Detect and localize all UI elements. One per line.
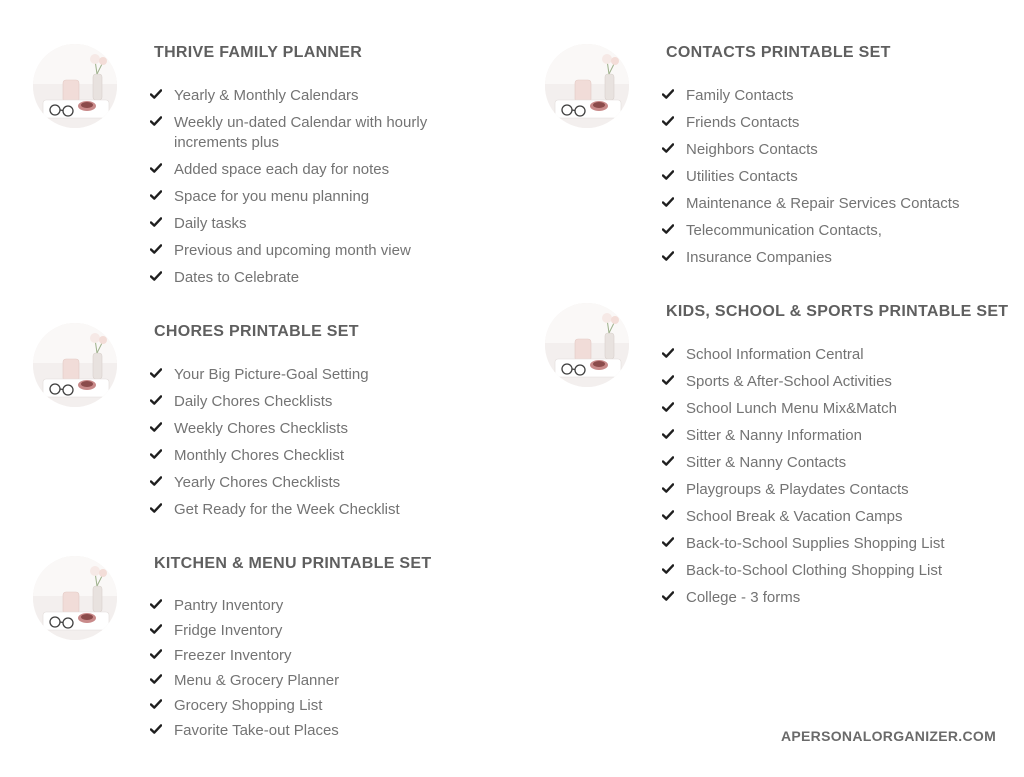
checkmark-icon xyxy=(150,449,162,459)
desk-photo-icon xyxy=(33,323,117,407)
list-item xyxy=(149,86,479,106)
checklist xyxy=(149,596,479,746)
list-item xyxy=(149,646,479,666)
list-item xyxy=(661,113,1001,133)
list-item xyxy=(149,392,479,412)
checkmark-icon xyxy=(150,190,162,200)
checkmark-icon xyxy=(662,429,674,439)
list-item xyxy=(149,696,479,716)
list-item-label: Favorite Take-out Places xyxy=(174,722,339,739)
list-item xyxy=(661,248,1001,268)
list-item-label: Daily tasks xyxy=(174,215,247,232)
section-title: CHORES PRINTABLE SET xyxy=(154,323,359,340)
checkmark-icon xyxy=(150,649,162,659)
checkmark-icon xyxy=(662,591,674,601)
list-item xyxy=(149,621,479,641)
checkmark-icon xyxy=(150,503,162,513)
checkmark-icon xyxy=(662,375,674,385)
list-item-label: Yearly Chores Checklists xyxy=(174,474,341,491)
list-item xyxy=(149,500,479,520)
list-item xyxy=(661,86,1001,106)
list-item-label: Fridge Inventory xyxy=(174,622,283,639)
list-item-label: School Information Central xyxy=(686,346,864,363)
list-item xyxy=(149,187,479,207)
checklist xyxy=(661,86,1001,275)
list-item-label: Friends Contacts xyxy=(686,114,800,131)
checkmark-icon xyxy=(150,699,162,709)
list-item-label: School Break & Vacation Camps xyxy=(686,508,903,525)
list-item xyxy=(149,214,479,234)
list-item-label: Your Big Picture-Goal Setting xyxy=(174,366,369,383)
section-title: CONTACTS PRINTABLE SET xyxy=(666,44,891,61)
checkmark-icon xyxy=(662,537,674,547)
list-item-label: Weekly un-dated Calendar with hourly increments plus xyxy=(174,114,428,151)
list-item xyxy=(149,446,479,466)
list-item-label: Back-to-School Supplies Shopping List xyxy=(686,535,945,552)
checklist xyxy=(661,345,1001,615)
checklist xyxy=(149,365,479,527)
checkmark-icon xyxy=(150,624,162,634)
list-item xyxy=(661,561,1001,581)
checkmark-icon xyxy=(662,348,674,358)
list-item-label: Pantry Inventory xyxy=(174,597,284,614)
list-item-label: Maintenance & Repair Services Contacts xyxy=(686,195,960,212)
list-item xyxy=(149,419,479,439)
list-item xyxy=(661,221,1001,241)
checkmark-icon xyxy=(150,599,162,609)
checkmark-icon xyxy=(150,476,162,486)
desk-photo-icon xyxy=(545,303,629,387)
list-item xyxy=(661,194,1001,214)
list-item-label: Monthly Chores Checklist xyxy=(174,447,345,464)
list-item xyxy=(661,507,1001,527)
list-item xyxy=(661,167,1001,187)
list-item-label: Back-to-School Clothing Shopping List xyxy=(686,562,942,579)
desk-photo-icon xyxy=(33,556,117,640)
checkmark-icon xyxy=(150,368,162,378)
desk-photo-icon xyxy=(545,44,629,128)
list-item xyxy=(661,480,1001,500)
list-item-label: School Lunch Menu Mix&Match xyxy=(686,400,897,417)
checkmark-icon xyxy=(662,564,674,574)
checkmark-icon xyxy=(662,116,674,126)
list-item xyxy=(661,453,1001,473)
list-item xyxy=(149,671,479,691)
checkmark-icon xyxy=(662,483,674,493)
list-item-label: Daily Chores Checklists xyxy=(174,393,333,410)
section-title: KITCHEN & MENU PRINTABLE SET xyxy=(154,555,432,572)
list-item-label: Sports & After-School Activities xyxy=(686,373,892,390)
list-item-label: Insurance Companies xyxy=(686,249,832,266)
list-item-label: Utilities Contacts xyxy=(686,168,798,185)
checkmark-icon xyxy=(150,244,162,254)
checkmark-icon xyxy=(150,271,162,281)
list-item xyxy=(149,268,479,288)
list-item-label: Weekly Chores Checklists xyxy=(174,420,348,437)
list-item xyxy=(149,241,479,261)
list-item-label: College - 3 forms xyxy=(686,589,801,606)
list-item xyxy=(149,596,479,616)
list-item-label: Added space each day for notes xyxy=(174,161,390,178)
list-item-label: Sitter & Nanny Information xyxy=(686,427,862,444)
list-item-label: Dates to Celebrate xyxy=(174,269,300,286)
list-item xyxy=(661,588,1001,608)
list-item-label: Telecommunication Contacts, xyxy=(686,222,882,239)
checkmark-icon xyxy=(150,422,162,432)
section-title: KIDS, SCHOOL & SPORTS PRINTABLE SET xyxy=(666,303,1009,320)
list-item-label: Previous and upcoming month view xyxy=(174,242,411,259)
checkmark-icon xyxy=(662,224,674,234)
checkmark-icon xyxy=(662,251,674,261)
list-item xyxy=(661,345,1001,365)
checkmark-icon xyxy=(662,402,674,412)
checkmark-icon xyxy=(150,116,162,126)
list-item xyxy=(149,365,479,385)
list-item-label: Sitter & Nanny Contacts xyxy=(686,454,847,471)
checkmark-icon xyxy=(150,395,162,405)
list-item xyxy=(149,160,479,180)
checkmark-icon xyxy=(150,163,162,173)
list-item xyxy=(661,140,1001,160)
list-item-label: Menu & Grocery Planner xyxy=(174,672,340,689)
list-item-label: Playgroups & Playdates Contacts xyxy=(686,481,909,498)
checkmark-icon xyxy=(150,89,162,99)
section-title: THRIVE FAMILY PLANNER xyxy=(154,44,363,61)
checkmark-icon xyxy=(150,217,162,227)
list-item-label: Yearly & Monthly Calendars xyxy=(174,87,359,104)
list-item-label: Grocery Shopping List xyxy=(174,697,323,714)
list-item-label: Space for you menu planning xyxy=(174,188,370,205)
checkmark-icon xyxy=(662,510,674,520)
list-item-label: Family Contacts xyxy=(686,87,794,104)
list-item xyxy=(661,426,1001,446)
list-item xyxy=(149,473,479,493)
checkmark-icon xyxy=(662,197,674,207)
checkmark-icon xyxy=(662,89,674,99)
list-item-label: Freezer Inventory xyxy=(174,647,292,664)
list-item xyxy=(661,534,1001,554)
list-item xyxy=(661,372,1001,392)
checkmark-icon xyxy=(662,170,674,180)
checkmark-icon xyxy=(662,143,674,153)
list-item xyxy=(149,721,479,741)
list-item xyxy=(661,399,1001,419)
list-item-label: Neighbors Contacts xyxy=(686,141,818,158)
desk-photo-icon xyxy=(33,44,117,128)
list-item xyxy=(149,113,479,153)
checkmark-icon xyxy=(150,724,162,734)
footer-site-name: APERSONALORGANIZER.COM xyxy=(781,728,997,744)
checkmark-icon xyxy=(662,456,674,466)
checkmark-icon xyxy=(150,674,162,684)
list-item-label: Get Ready for the Week Checklist xyxy=(174,501,400,518)
checklist xyxy=(149,86,479,295)
